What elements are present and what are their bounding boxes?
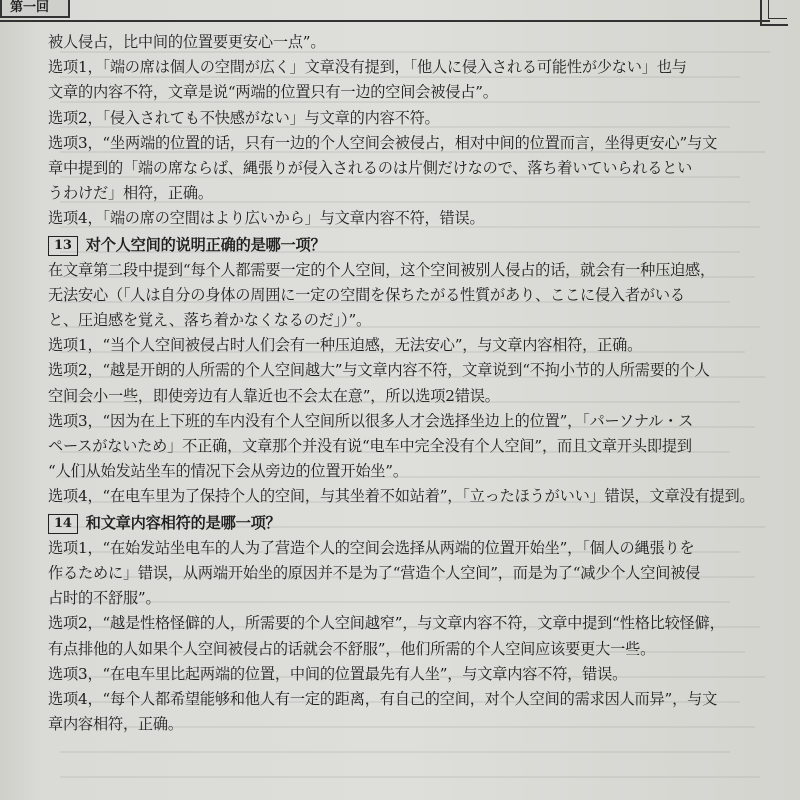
text-line: 文章的内容不符，文章是说“两端的位置只有一边的空间会被侵占”。 [48, 83, 498, 102]
text-line: 被人侵占，比中间的位置要更安心一点”。 [48, 33, 326, 51]
text-line: 章中提到的「端の席ならば、縄張りが侵入されるのは片側だけなので、落ち着いていられるとい [48, 158, 693, 177]
text-line: 章内容相符，正确。 [48, 715, 183, 734]
question-14-heading [48, 511, 788, 536]
text-line: 选项1，“当个人空间被侵占时人们会有一种压迫感，无法安心”，与文章内容相符，正确。 [48, 336, 643, 355]
text-line: 空间会小一些，即使旁边有人靠近也不会太在意”，所以选项2错误。 [48, 386, 500, 405]
text-line: 无法安心（「人は自分の身体の周囲に一定の空間を保ちたがる性質があり、ここに侵入者がいる [48, 285, 685, 304]
question-text: 和文章内容相符的是哪一项？ [85, 513, 281, 532]
text-line: “人们从始发站坐车的情况下会从旁边的位置开始坐”。 [48, 462, 408, 481]
text-line: と、圧迫感を覚え、落ち着かなくなるのだ」）”。 [48, 311, 372, 330]
text-line: 在文章第二段中提到“每个人都需要一定的个人空间，这个空间被别人侵占的话，就会有一种压迫感， [48, 260, 716, 279]
question-number-box: 13 [48, 236, 78, 256]
text-line: 选项3，“在电车里比起两端的位置，中间的位置最先有人坐”，与文章内容不符，错误。 [48, 664, 628, 683]
answer-explanation-text [48, 30, 788, 737]
text-line: 占时的不舒服”。 [48, 589, 161, 608]
text-line: 选项3，“坐两端的位置的话，只有一边的个人空间会被侵占，相对中间的位置而言，坐得更安心”与文 [48, 133, 718, 152]
question-text: 对个人空间的说明正确的是哪一项？ [85, 235, 326, 254]
text-line: 选项3，“因为在上下班的车内没有个人空间所以很多人才会选择坐边上的位置”，「パーソナル・ス [48, 411, 694, 430]
chapter-tab: 第一回 [0, 0, 70, 18]
text-line: 选项1，“在始发站坐电车的人为了营造个人的空间会选择从两端的位置开始坐”，「個人の縄張りを [48, 538, 695, 557]
text-line: 选项2，「侵入されても不快感がない」与文章的内容不符。 [48, 108, 440, 127]
question-13-heading [48, 233, 788, 258]
page-header-rule [0, 0, 770, 22]
text-line: うわけだ」相符，正确。 [48, 184, 213, 203]
text-line: 选项4，“每个人都希望能够和他人有一定的距离，有自己的空间，对个人空间的需求因人而异”，与文 [48, 689, 718, 708]
text-line: 选项2，“越是开朗的人所需的个人空间越大”与文章内容不符，文章说到“不拘小节的人所需要的个人 [48, 361, 710, 380]
text-line: 选项2，“越是性格怪僻的人，所需要的个人空间越窄”，与文章内容不符，文章中提到“性格比较怪僻， [48, 614, 725, 633]
text-line: 选项4，“在电车里为了保持个人的空间，与其坐着不如站着”，「立ったほうがいい」错误，文章没有提到。 [48, 487, 755, 506]
text-line: ペースがないため」不正确，文章那个并没有说“电车中完全没有个人空间”，而且文章开头即提到 [48, 437, 692, 455]
text-line: 作るために」错误，从两端开始坐的原因并不是为了“营造个人空间”，而是为了“减少个人空间被侵 [48, 563, 701, 582]
text-line: 选项1，「端の席は個人の空間が広く」文章没有提到，「他人に侵入される可能性が少ない」也与 [48, 58, 687, 77]
text-line: 有点排他的人如果个人空间被侵占的话就会不舒服”，他们所需的个人空间应该要更大一些。 [48, 639, 656, 658]
header-corner-ornament-inner [768, 0, 787, 19]
question-number-box: 14 [48, 514, 78, 534]
text-line: 选项4，「端の席の空間はより広いから」与文章内容不符，错误。 [48, 209, 485, 228]
